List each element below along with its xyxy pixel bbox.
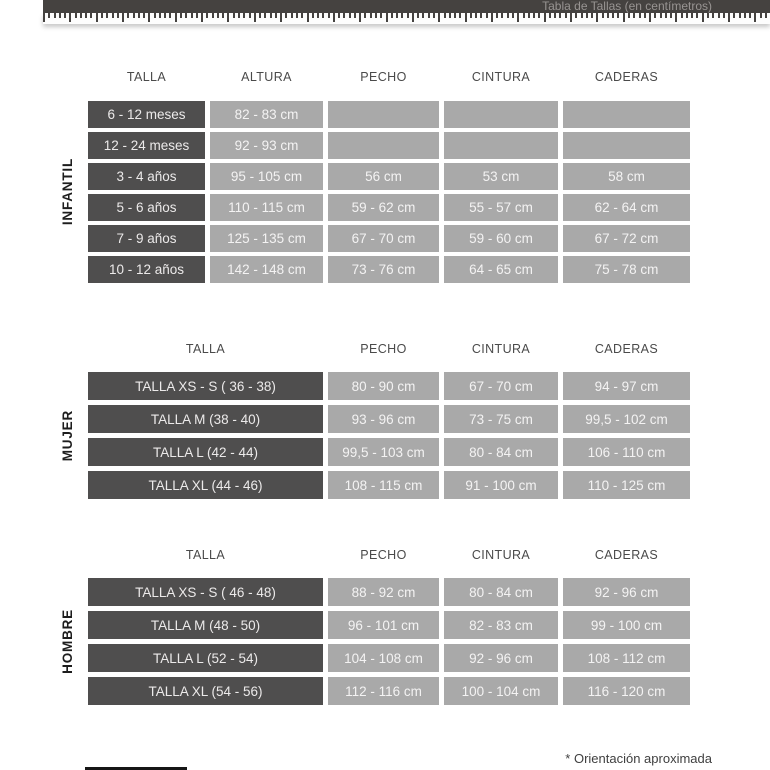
ruler-tick [317,13,319,18]
size-cell: 88 - 92 cm [328,578,439,606]
ruler-tick [528,13,530,18]
ruler-tick [480,13,482,18]
ruler-tick [354,13,356,18]
size-cell: 67 - 70 cm [444,372,558,400]
column-header: PECHO [360,342,407,356]
ruler-tick [675,13,677,22]
ruler-tick [54,13,56,18]
ruler-tick [559,13,561,18]
ruler-tick [296,13,298,18]
size-cell: 99 - 100 cm [563,611,690,639]
ruler-tick [169,13,171,18]
ruler-tick [639,13,641,18]
size-cell: 100 - 104 cm [444,677,558,705]
size-cell: 80 - 84 cm [444,438,558,466]
size-cell [444,101,558,128]
ruler-tick [180,13,182,18]
size-cell: 125 - 135 cm [210,225,323,252]
ruler-tick [196,13,198,18]
size-cell: 58 cm [563,163,690,190]
group-label-text: INFANTIL [59,158,75,226]
ruler-tick [217,13,219,18]
ruler-tick [338,13,340,18]
ruler-tick [364,13,366,18]
ruler-tick [264,13,266,18]
ruler-tick [143,13,145,18]
ruler-tick [617,13,619,18]
table-infantil [88,68,690,283]
ruler-tick [501,13,503,18]
size-cell [563,101,690,128]
ruler-tick [596,13,598,22]
ruler-tick [681,13,683,18]
column-header: PECHO [360,70,407,84]
ruler-tick [349,13,351,18]
ruler-tick [433,13,435,18]
ruler-tick [533,13,535,18]
talla-cell: 7 - 9 años [88,225,205,252]
ruler-tick [607,13,609,18]
size-cell: 92 - 93 cm [210,132,323,159]
ruler-tick [249,13,251,18]
ruler-tick [733,13,735,18]
ruler-tick [407,13,409,18]
ruler-tick [581,13,583,18]
ruler-tick [75,13,77,18]
ruler-tick [691,13,693,18]
size-cell: 92 - 96 cm [563,578,690,606]
ruler-tick [380,13,382,18]
ruler-tick [64,13,66,18]
ruler-tick [438,13,440,22]
ruler-tick [386,13,388,22]
ruler-tick [660,13,662,18]
ruler-tick [523,13,525,18]
ruler-tick [106,13,108,18]
size-cell: 82 - 83 cm [444,611,558,639]
ruler-tick [723,13,725,18]
size-cell: 82 - 83 cm [210,101,323,128]
size-cell: 106 - 110 cm [563,438,690,466]
ruler-tick [728,13,730,22]
group-label-hombre [54,578,80,705]
ruler-tick [112,13,114,18]
size-cell: 59 - 60 cm [444,225,558,252]
ruler-tick [644,13,646,18]
ruler-tick [359,13,361,22]
ruler-tick [696,13,698,18]
ruler-tick [212,13,214,18]
ruler-tick [486,13,488,18]
size-cell: 73 - 75 cm [444,405,558,433]
ruler-tick [633,13,635,18]
size-cell: 80 - 84 cm [444,578,558,606]
column-header: TALLA [185,548,226,562]
ruler-tick [444,13,446,18]
size-cell: 112 - 116 cm [328,677,439,705]
ruler-tick [191,13,193,18]
ruler-tick [96,13,98,22]
ruler-tick [718,13,720,18]
ruler-tick [322,13,324,18]
talla-cell: 5 - 6 años [88,194,205,221]
ruler-tick [702,13,704,22]
ruler-tick [312,13,314,18]
ruler-tick [470,13,472,18]
ruler-tick [417,13,419,18]
ruler-tick [686,13,688,18]
ruler-tick [649,13,651,22]
table-mujer [88,340,690,499]
ruler-tick [222,13,224,18]
ruler-tick [291,13,293,18]
ruler-tick [307,13,309,22]
ruler-tick [138,13,140,18]
ruler-tick [475,13,477,18]
size-cell: 75 - 78 cm [563,256,690,283]
talla-cell: 6 - 12 meses [88,101,205,128]
size-cell: 56 cm [328,163,439,190]
ruler-tick [127,13,129,18]
ruler-tick [159,13,161,18]
ruler-tick [670,13,672,18]
talla-cell: TALLA XS - S ( 46 - 48) [88,578,323,606]
column-header: CINTURA [471,548,531,562]
ruler-tick [285,13,287,18]
ruler-tick [575,13,577,18]
page-title: Tabla de Tallas (en centímetros) [542,0,712,13]
size-cell: 64 - 65 cm [444,256,558,283]
ruler-tick [117,13,119,18]
size-cell: 99,5 - 102 cm [563,405,690,433]
ruler-tick [148,13,150,22]
column-header: TALLA [126,70,167,84]
ruler-tick [101,13,103,18]
ruler-tick [428,13,430,18]
ruler-tick [164,13,166,18]
ruler-tick [370,13,372,18]
ruler-tick [739,13,741,18]
ruler-tick [538,13,540,18]
size-cell: 96 - 101 cm [328,611,439,639]
ruler-tick [412,13,414,22]
ruler-tick [549,13,551,18]
group-label-mujer [54,372,80,499]
ruler-title-bar [43,0,770,13]
ruler-tick [512,13,514,18]
size-cell: 142 - 148 cm [210,256,323,283]
size-cell: 99,5 - 103 cm [328,438,439,466]
ruler-tick [517,13,519,22]
size-cell: 110 - 115 cm [210,194,323,221]
ruler-tick [280,13,282,22]
ruler-tick [48,13,50,18]
size-cell: 108 - 112 cm [563,644,690,672]
ruler-tick [328,13,330,18]
size-cell: 92 - 96 cm [444,644,558,672]
ruler-tick [201,13,203,22]
ruler-tick [496,13,498,18]
ruler-tick [185,13,187,18]
ruler-tick [154,13,156,18]
talla-cell: TALLA XS - S ( 36 - 38) [88,372,323,400]
ruler-tick [754,13,756,22]
group-label-infantil [54,101,80,283]
ruler-tick [259,13,261,18]
size-cell: 104 - 108 cm [328,644,439,672]
ruler-tick [90,13,92,18]
ruler-tick [449,13,451,18]
size-cell [328,132,439,159]
ruler-tick [270,13,272,18]
ruler-tick [206,13,208,18]
size-cell: 110 - 125 cm [563,471,690,499]
ruler-tick [507,13,509,18]
group-label-text: MUJER [59,409,75,462]
ruler-tick [80,13,82,18]
ruler-tick [391,13,393,18]
ruler-tick [491,13,493,22]
size-cell: 73 - 76 cm [328,256,439,283]
size-cell: 108 - 115 cm [328,471,439,499]
ruler-tick [243,13,245,18]
talla-cell: 10 - 12 años [88,256,205,283]
ruler-tick [602,13,604,18]
ruler-tick [628,13,630,18]
ruler-tick [554,13,556,18]
ruler-tick [591,13,593,18]
ruler-tick [238,13,240,18]
talla-cell: 12 - 24 meses [88,132,205,159]
size-cell: 59 - 62 cm [328,194,439,221]
ruler-tick [544,13,546,22]
size-cell: 95 - 105 cm [210,163,323,190]
ruler-tick [586,13,588,18]
column-header: CADERAS [594,70,659,84]
ruler-tick [654,13,656,18]
ruler-tick [227,13,229,22]
ruler-tick [712,13,714,18]
group-label-text: HOMBRE [59,609,75,674]
ruler-tick [744,13,746,18]
size-cell: 91 - 100 cm [444,471,558,499]
ruler-tick [333,13,335,22]
talla-cell: TALLA L (52 - 54) [88,644,323,672]
column-header: CADERAS [594,548,659,562]
size-cell: 94 - 97 cm [563,372,690,400]
size-cell: 62 - 64 cm [563,194,690,221]
size-cell [444,132,558,159]
talla-cell: TALLA M (48 - 50) [88,611,323,639]
column-header: CINTURA [471,70,531,84]
ruler-tick [275,13,277,18]
ruler-tick [69,13,71,22]
talla-cell: TALLA M (38 - 40) [88,405,323,433]
size-cell: 55 - 57 cm [444,194,558,221]
ruler-tick [623,13,625,22]
talla-cell: TALLA L (42 - 44) [88,438,323,466]
table-hombre [88,546,690,705]
footnote: * Orientación aproximada [565,751,712,766]
ruler-tick [133,13,135,18]
ruler-tick [59,13,61,18]
talla-cell: 3 - 4 años [88,163,205,190]
ruler-tick [122,13,124,22]
ruler-tick [465,13,467,22]
ruler-tick [233,13,235,18]
column-header: CINTURA [471,342,531,356]
column-header: PECHO [360,548,407,562]
ruler-tick [565,13,567,18]
column-header: ALTURA [241,70,292,84]
size-cell: 116 - 120 cm [563,677,690,705]
ruler-tick [401,13,403,18]
ruler-tick [375,13,377,18]
ruler-tick [749,13,751,18]
size-cell [563,132,690,159]
ruler-tick [454,13,456,18]
ruler-tick [570,13,572,22]
column-header: CADERAS [594,342,659,356]
column-header: TALLA [185,342,226,356]
ruler-tick [422,13,424,18]
talla-cell: TALLA XL (54 - 56) [88,677,323,705]
ruler-tick [396,13,398,18]
ruler-tick [760,13,762,18]
ruler-tick [254,13,256,22]
size-cell [328,101,439,128]
size-cell: 67 - 70 cm [328,225,439,252]
ruler-tick [301,13,303,18]
ruler-tick [707,13,709,18]
ruler-tick [612,13,614,18]
size-cell: 67 - 72 cm [563,225,690,252]
ruler-ticks [43,13,770,24]
size-cell: 93 - 96 cm [328,405,439,433]
ruler-tick [665,13,667,18]
talla-cell: TALLA XL (44 - 46) [88,471,323,499]
size-cell: 80 - 90 cm [328,372,439,400]
ruler-tick [175,13,177,22]
ruler-tick [343,13,345,18]
ruler-tick [459,13,461,18]
ruler-tick [85,13,87,18]
ruler-tick [43,13,45,22]
size-cell: 53 cm [444,163,558,190]
ruler-tick [765,13,767,18]
